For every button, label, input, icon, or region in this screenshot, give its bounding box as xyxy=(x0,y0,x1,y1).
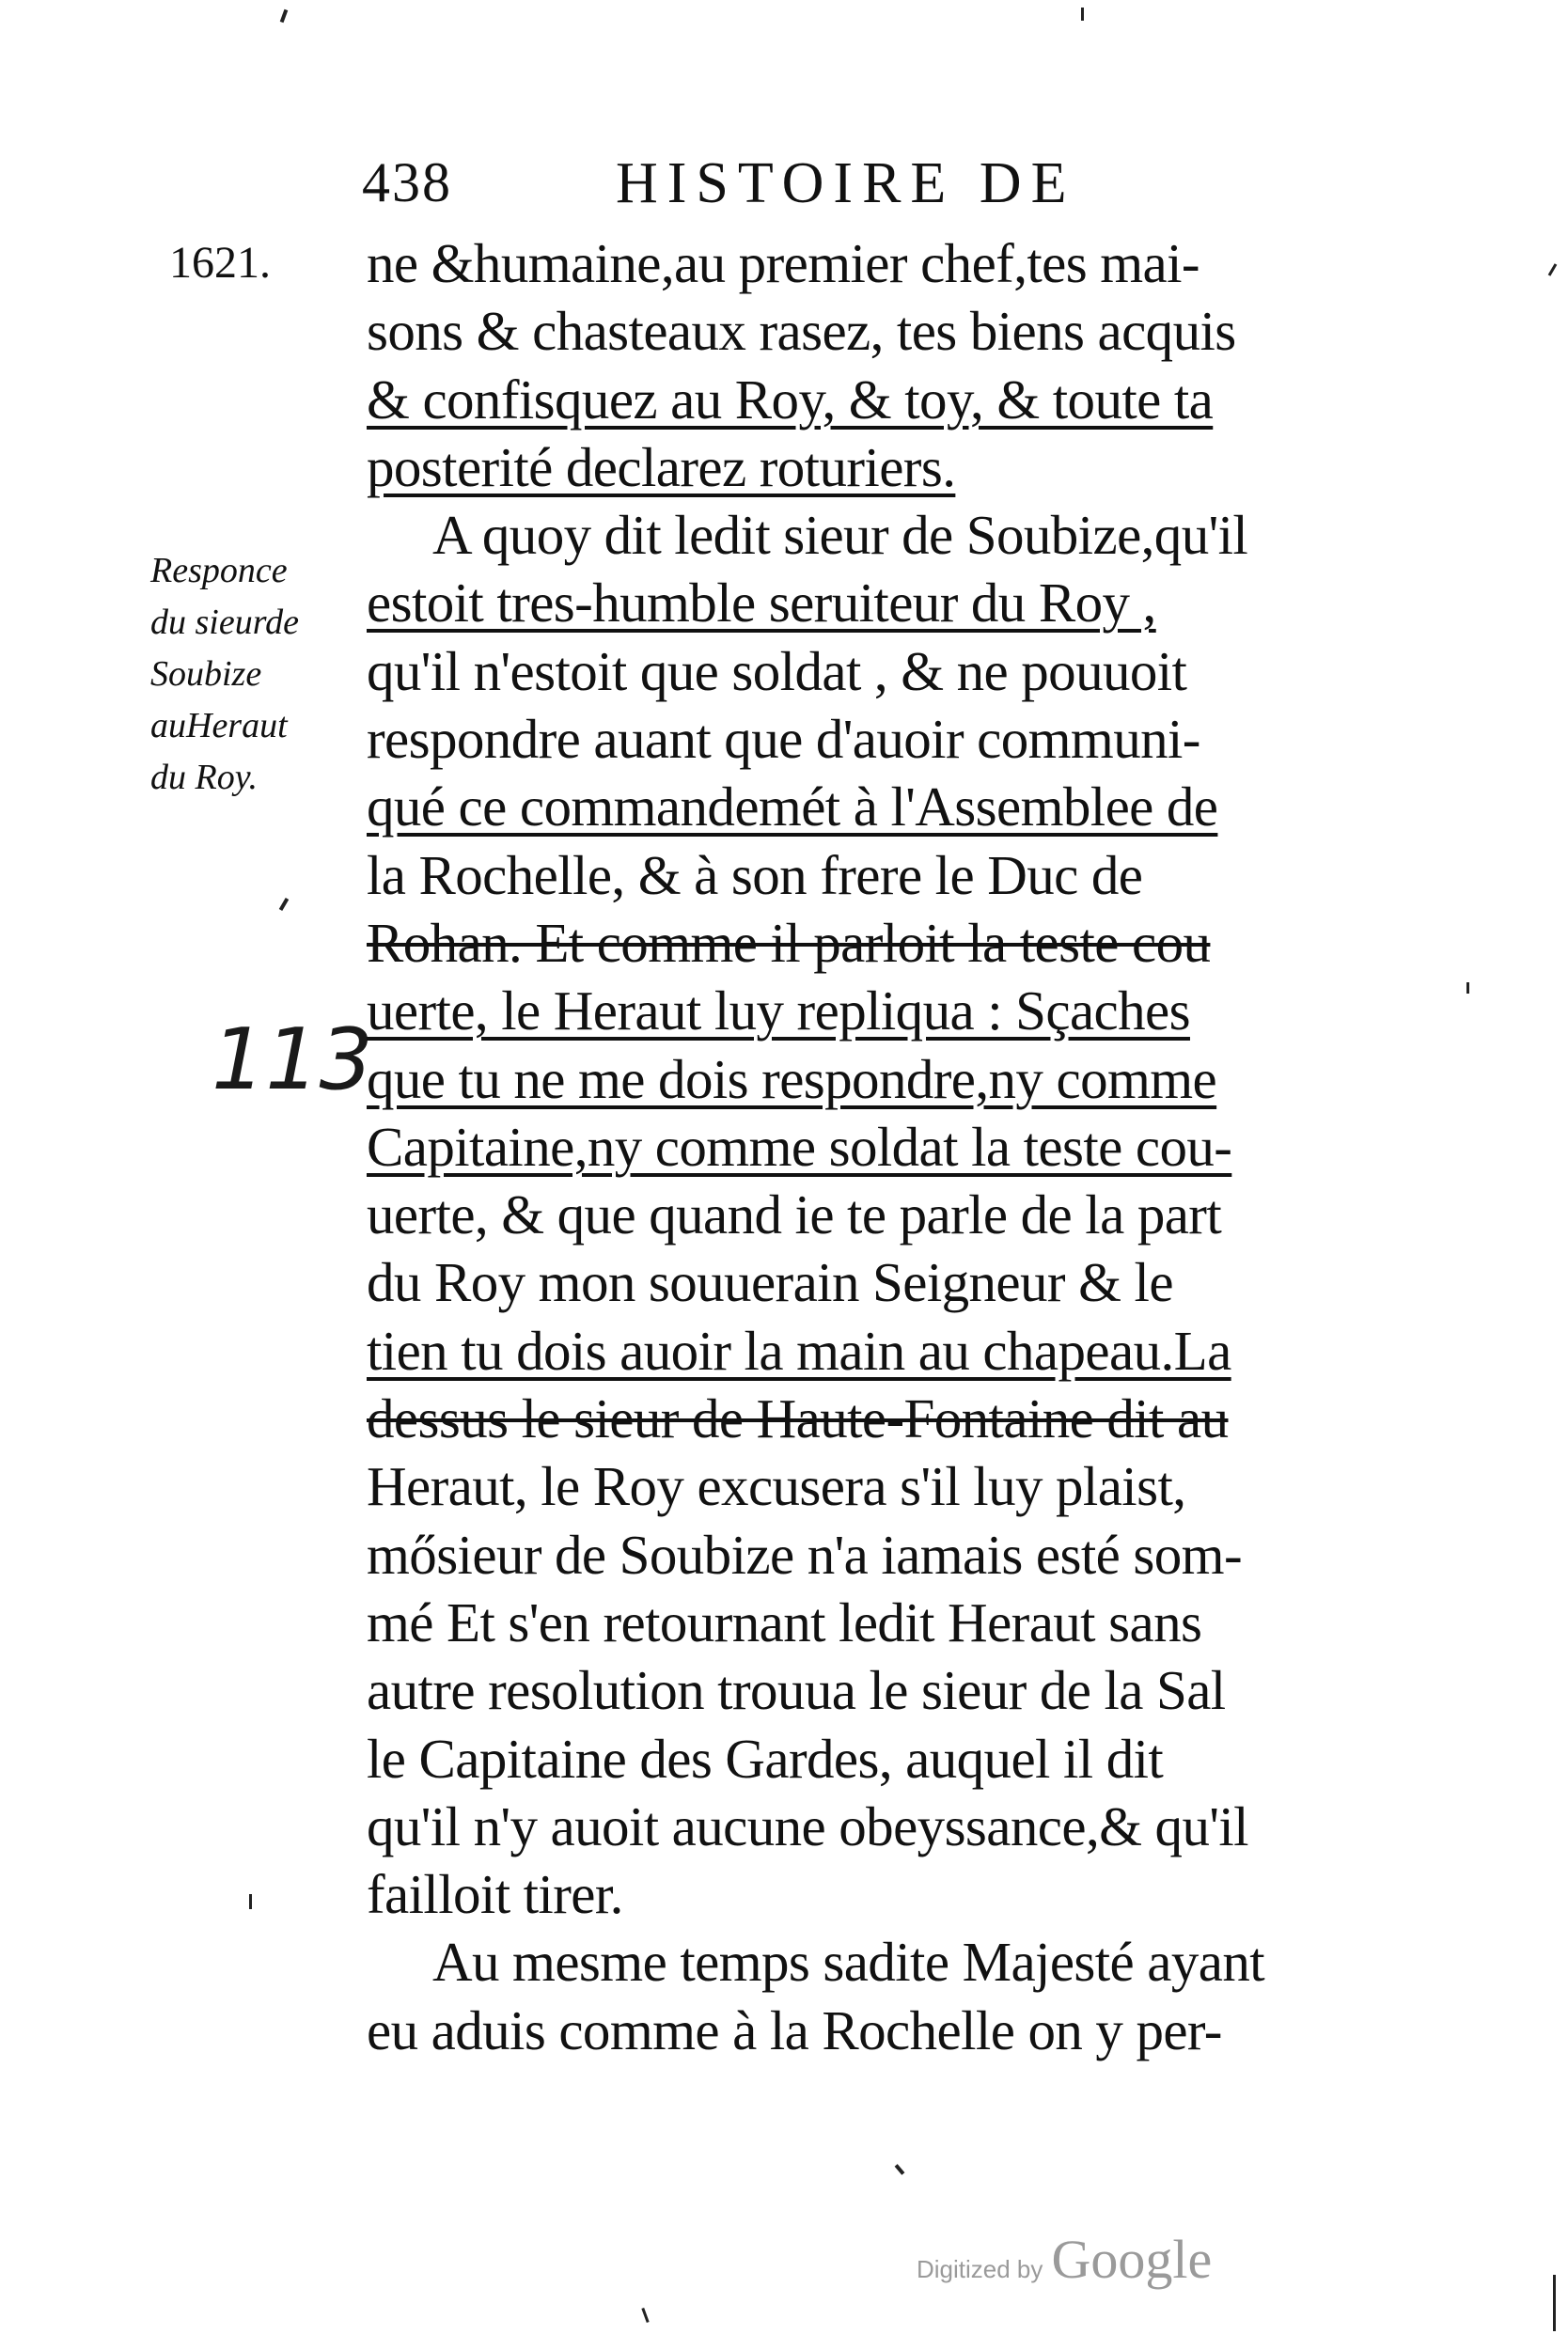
text-line: sons & chasteaux rasez, tes biens acquis xyxy=(367,300,1236,363)
text-line: la Rochelle, & à son frere le Duc de xyxy=(367,843,1143,906)
watermark-logo: Google xyxy=(1051,2229,1213,2290)
sidenote-line: auHeraut xyxy=(150,706,288,745)
text-line: qué ce commandemét à l'Assemblee de xyxy=(367,776,1218,838)
handwritten-margin-mark: 113 xyxy=(212,1010,373,1109)
scan-speck xyxy=(641,2308,649,2323)
text-line: qu'il n'estoit que soldat , & ne pouuoit xyxy=(367,639,1187,702)
digitized-watermark xyxy=(917,2228,1212,2291)
text-line: tien tu dois auoir la main au chapeau.La xyxy=(367,1319,1231,1382)
text-line: qu'il n'y auoit aucune obeyssance,& qu'il xyxy=(367,1794,1248,1857)
text-line: & confisquez au Roy, & toy, & toute ta xyxy=(367,368,1214,431)
watermark-prefix: Digitized by xyxy=(917,2255,1043,2283)
margin-sidenote xyxy=(150,545,362,804)
page-header xyxy=(362,150,1302,235)
text-line: Heraut, le Roy excusera s'il luy plaist, xyxy=(367,1455,1186,1518)
scan-speck xyxy=(1081,8,1084,21)
scan-speck xyxy=(279,898,289,911)
text-line: Rohan. Et comme il parloit la teste cou xyxy=(367,911,1211,974)
text-line: le Capitaine des Gardes, auquel il dit xyxy=(367,1727,1164,1790)
text-line: estoit tres-humble seruiteur du Roy , xyxy=(367,572,1156,634)
sidenote-line: du sieurde xyxy=(150,603,299,642)
text-line: que tu ne me dois respondre,ny comme xyxy=(367,1047,1217,1110)
text-line: eu aduis comme à la Rochelle on y per- xyxy=(367,1998,1222,2061)
scan-speck xyxy=(249,1894,252,1909)
sidenote-line: Responce xyxy=(150,551,288,590)
scan-speck xyxy=(1466,982,1469,994)
text-line: uerte, le Heraut luy repliqua : Sçaches xyxy=(367,979,1190,1042)
body-text xyxy=(367,229,1429,2064)
page-number: 438 xyxy=(362,151,452,213)
margin-year: 1621. xyxy=(169,238,271,288)
text-line: du Roy mon souuerain Seigneur & le xyxy=(367,1251,1173,1314)
scan-speck xyxy=(895,2164,905,2175)
scan-speck xyxy=(1548,263,1558,276)
text-line: posterité declarez roturiers. xyxy=(367,435,956,498)
scan-speck xyxy=(1553,2275,1556,2331)
running-title: HISTOIRE DE xyxy=(616,151,1076,215)
text-line: Au mesme temps sadite Majesté ayant xyxy=(432,1931,1265,1994)
text-line: autre resolution trouua le sieur de la Sal xyxy=(367,1659,1226,1722)
text-line: ne &humaine,au premier chef,tes mai- xyxy=(367,232,1200,294)
scan-speck xyxy=(280,9,289,24)
text-line: respondre auant que d'auoir communi- xyxy=(367,708,1200,771)
sidenote-line: Soubize xyxy=(150,654,262,694)
text-line: Capitaine,ny comme soldat la teste cou- xyxy=(367,1115,1232,1178)
text-line: dessus le sieur de Haute-Fontaine dit au xyxy=(367,1387,1229,1450)
text-line: failloit tirer. xyxy=(367,1863,623,1926)
text-line: A quoy dit ledit sieur de Soubize,qu'il xyxy=(432,504,1248,567)
sidenote-line: du Roy. xyxy=(150,758,258,797)
text-line: mősieur de Soubize n'a iamais esté som- xyxy=(367,1523,1243,1586)
text-line: uerte, & que quand ie te parle de la part xyxy=(367,1183,1222,1246)
text-line: mé Et s'en retournant ledit Heraut sans xyxy=(367,1590,1202,1653)
